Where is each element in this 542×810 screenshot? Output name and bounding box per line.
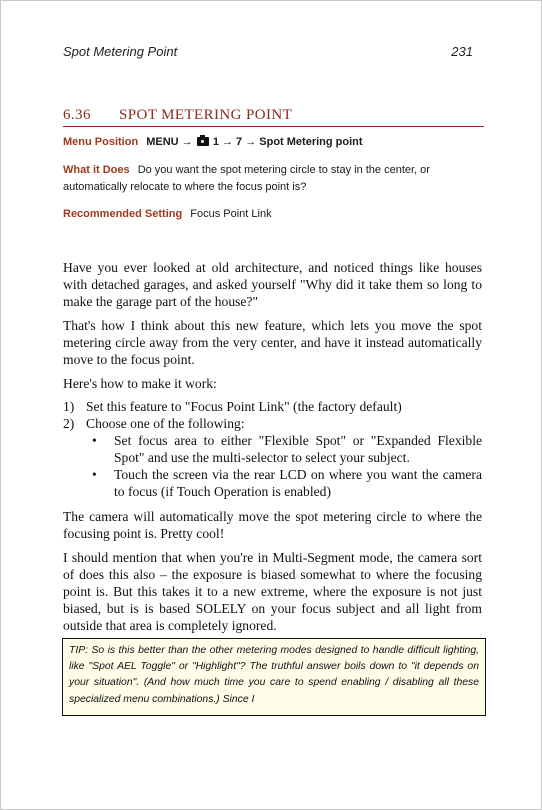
section-title: SPOT METERING POINT — [119, 107, 293, 123]
running-header — [63, 44, 473, 62]
step-text: Set this feature to "Focus Point Link" (the factory default) — [86, 399, 402, 414]
tip-text: TIP: So is this better than the other metering modes designed to handle difficult lighting, like "Spot AEL Toggle" or "Highlight"? The truthful answer boils down to "it depends on your situation". (And how much time you care to spend enabling / disabling all these specialized menu combinations.) Since I — [69, 645, 479, 705]
what-it-does-text: Do you want the spot metering circle to stay in the center, or automatically relocate to where the focus point is? — [63, 164, 430, 193]
running-header-title: Spot Metering Point — [63, 44, 178, 59]
what-it-does-label: What it Does — [63, 164, 130, 176]
menu-position — [63, 134, 484, 151]
what-it-does — [63, 162, 484, 195]
paragraph-text: Here's how to make it work: — [63, 376, 217, 391]
bullet-item — [90, 432, 482, 466]
paragraph — [63, 317, 482, 375]
paragraph — [63, 259, 482, 317]
step-number: 2) — [63, 416, 75, 431]
recommended-setting-value: Focus Point Link — [190, 208, 272, 220]
bullet-item — [90, 466, 482, 500]
step-text: Choose one of the following: — [86, 416, 245, 431]
bullet-text: Set focus area to either "Flexible Spot" or "Expanded Flexible Spot" and use the multi-selector to select your subject. — [114, 433, 482, 465]
menu-position-label: Menu Position — [63, 136, 139, 148]
recommended-setting — [63, 206, 484, 223]
paragraph — [63, 549, 482, 641]
paragraph-text: The camera will automatically move the spot metering circle to where the focusing point is. Pretty cool! — [63, 509, 482, 541]
paragraph — [63, 508, 482, 549]
section-number: 6.36 — [63, 107, 91, 123]
section-heading — [63, 105, 484, 127]
tip-box — [62, 638, 486, 716]
step-number: 1) — [63, 399, 75, 414]
camera-icon — [197, 137, 209, 146]
bullet-text: Touch the screen via the rear LCD on where you want the camera to focus (if Touch Operation is enabled) — [114, 467, 482, 499]
paragraph-text: Have you ever looked at old architecture, and noticed things like houses with detached garages, and asked yourself "Why did it take them so long to make the garage part of the house?" — [63, 260, 482, 309]
page-number: 231 — [451, 44, 473, 59]
menu-path-prefix: MENU → — [146, 136, 193, 148]
paragraph-text: I should mention that when you're in Multi-Segment mode, the camera sort of does this also – the exposure is biased somewhat to where the focusing point is. But this takes it to a new extreme, where the exposure is not just biased, but is is based SOLELY on your focus subject and all light from outside that area is completely ignored. — [63, 550, 482, 633]
paragraph — [63, 375, 482, 399]
bullet-icon: • — [92, 433, 97, 448]
paragraph-text: That's how I think about this new feature, which lets you move the spot metering circle away from the very center, and have it instead automatically move to the focus point. — [63, 318, 482, 367]
bullet-icon: • — [92, 467, 97, 482]
recommended-setting-label: Recommended Setting — [63, 208, 183, 220]
menu-path-suffix: 1 → 7 → Spot Metering point — [212, 136, 363, 148]
